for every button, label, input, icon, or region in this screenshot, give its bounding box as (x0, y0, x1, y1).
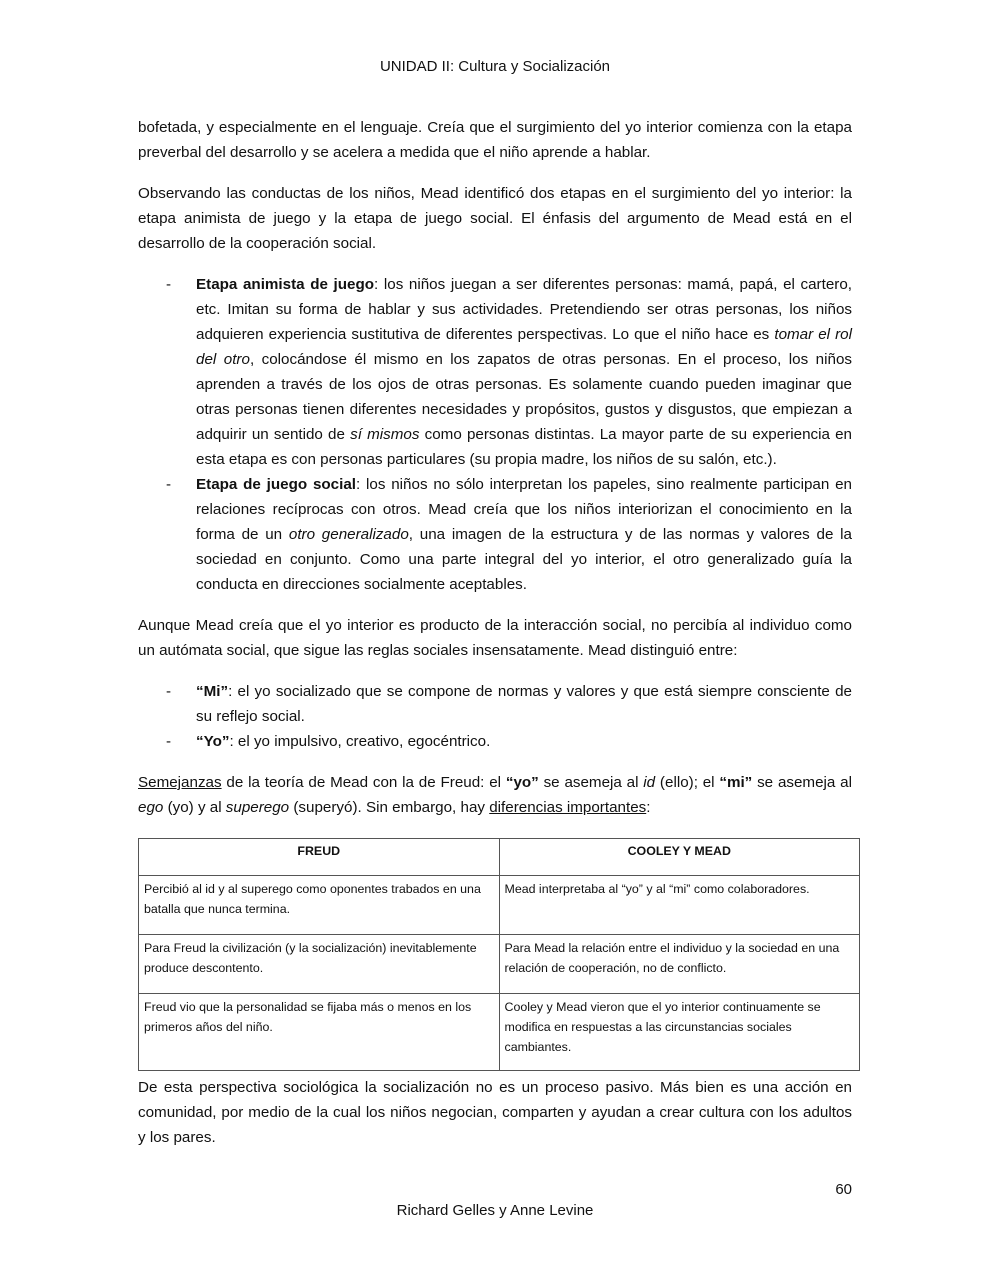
table-cell: Freud vio que la personalidad se fijaba más o menos en los primeros años del niño. (139, 994, 500, 1071)
table-row (139, 876, 860, 935)
list-item-yo (138, 729, 852, 754)
term-etapa-animista: Etapa animista de juego (196, 276, 375, 293)
term-etapa-social: Etapa de juego social (196, 476, 357, 493)
table-cell: Cooley y Mead vieron que el yo interior continuamente se modifica en respuestas a las circunstancias sociales cambiantes. (499, 994, 860, 1071)
text-run: se asemeja al (752, 774, 852, 791)
text-run: se asemeja al (538, 774, 644, 791)
self-text: : el yo socializado que se compone de normas y valores y que está siempre consciente de su reflejo social. (196, 683, 852, 725)
comparison-paragraph (138, 770, 852, 820)
list-dash: - (166, 276, 172, 293)
stages-list (138, 272, 852, 597)
text-run: (yo) y al (163, 799, 226, 816)
table-cell: Para Mead la relación entre el individuo y la sociedad en una relación de cooperación, no de conflicto. (499, 935, 860, 994)
underlined-text: Semejanzas (138, 774, 222, 791)
list-item-mi (138, 679, 852, 729)
column-header-cooley-mead: COOLEY Y MEAD (499, 839, 860, 876)
table-row (139, 994, 860, 1071)
italic-text: id (643, 774, 656, 791)
table-row (139, 935, 860, 994)
paragraph: Aunque Mead creía que el yo interior es producto de la interacción social, no percibía al individuo como un autómata social, que sigue las reglas sociales insensatamente. Mead distinguió entre: (138, 617, 852, 659)
emphasis-text: otro generalizado (288, 526, 409, 543)
list-item-animista (138, 272, 852, 472)
italic-text: ego (138, 799, 164, 816)
emphasis-text: tomar el rol del otro (196, 326, 852, 368)
table-cell: Para Freud la civilización (y la socialización) inevitablemente produce descontento. (139, 935, 500, 994)
text-run: (superyó). Sin embargo, hay (289, 799, 490, 816)
stage-text: , colocándose él mismo en los zapatos de otras personas. En el proceso, los niños aprenden a través de los ojos de otras personas. Es solamente cuando pueden imaginar que otras personas tienen diferentes necesidades y propósitos, gustos y disgustos, que empiezan a adquirir un sentido de (196, 351, 852, 443)
list-item-social (138, 472, 852, 597)
stage-text: , una imagen de la estructura y de las normas y valores de la sociedad en conjunto. Como una parte integral del yo interior, el otro generalizado guía la conducta en direcciones socialmente aceptables. (196, 526, 852, 593)
self-text: : el yo impulsivo, creativo, egocéntrico. (229, 733, 491, 750)
running-footer: Richard Gelles y Anne Levine (396, 1202, 594, 1219)
table-cell: Mead interpretaba al “yo” y al “mi” como colaboradores. (499, 876, 860, 935)
table-cell: Percibió al id y al superego como oponentes trabados en una batalla que nunca termina. (139, 876, 500, 935)
list-dash: - (166, 733, 172, 750)
paragraph: De esta perspectiva sociológica la socialización no es un proceso pasivo. Más bien es una acción en comunidad, por medio de la cual los niños negocian, comparten y ayudan a crear cultura con los adultos y los pares. (138, 1079, 852, 1146)
comparison-table (138, 838, 860, 1071)
page-body (138, 115, 852, 1166)
stage-text: como personas distintas. La mayor parte de su experiencia en esta etapa es con personas particulares (su propia madre, los niños de su salón, etc.). (196, 426, 853, 468)
column-header-freud: FREUD (139, 839, 500, 876)
running-header: UNIDAD II: Cultura y Socialización (379, 58, 611, 75)
stage-text: : los niños no sólo interpretan los papeles, sino realmente participan en relaciones recíprocas con otros. Mead creía que los niños interiorizan el conocimiento en la forma de un (196, 476, 852, 543)
term-mi: “Mi” (196, 683, 229, 700)
italic-text: superego (225, 799, 290, 816)
selves-list (138, 679, 852, 754)
bold-text: “yo” (505, 774, 539, 791)
paragraph: Observando las conductas de los niños, Mead identificó dos etapas en el surgimiento del yo interior: la etapa animista de juego y la etapa de juego social. El énfasis del argumento de Mead está en el desarrollo de la cooperación social. (138, 185, 852, 252)
text-run: de la teoría de Mead con la de Freud: el (221, 774, 506, 791)
bold-text: “mi” (719, 774, 753, 791)
stage-text: : los niños juegan a ser diferentes personas: mamá, papá, el cartero, etc. Imitan su forma de hablar y sus actividades. Pretendiendo ser otras personas, los niños adquieren experiencia sustitutiva de diferentes perspectivas. Lo que el niño hace es (196, 276, 853, 343)
text-run: (ello); el (655, 774, 720, 791)
term-yo: “Yo” (196, 733, 230, 750)
list-dash: - (166, 476, 172, 493)
paragraph: bofetada, y especialmente en el lenguaje. Creía que el surgimiento del yo interior comienza con la etapa preverbal del desarrollo y se acelera a medida que el niño aprende a hablar. (138, 119, 852, 161)
emphasis-text: sí mismos (350, 426, 420, 443)
text-run: : (646, 799, 651, 816)
page-number: 60 (835, 1181, 852, 1198)
underlined-text: diferencias importantes (489, 799, 647, 816)
table-header-row (139, 839, 860, 876)
list-dash: - (166, 683, 172, 700)
